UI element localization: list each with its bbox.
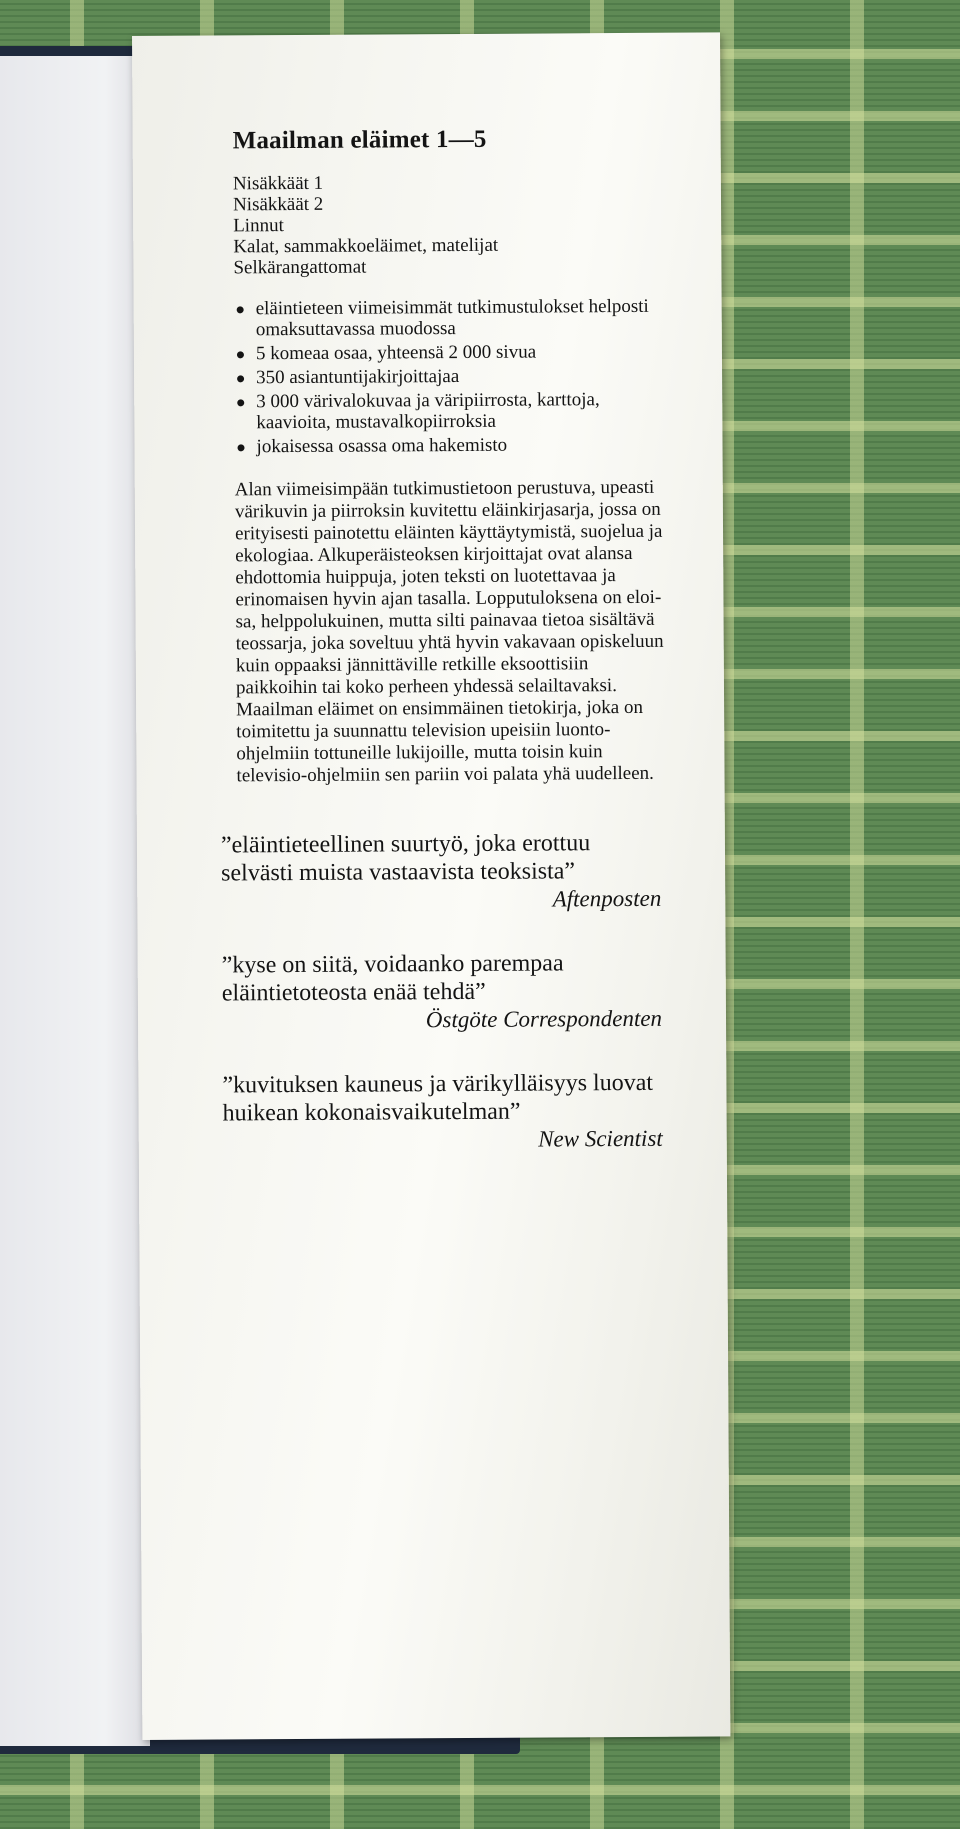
feature-bullet: 5 komeaa osaa, yhteensä 2 000 sivua [256,341,664,364]
feature-bullet-list [234,296,665,458]
feature-bullet: 3 000 värivalokuvaa ja väripiirrosta, karttoja, kaavioita, mustavalkopiirroksia [256,389,664,433]
quote-text: ”eläintieteellinen suurtyö, joka erottuu selvästi muista vastaavista teoksista” [220,830,591,887]
volume-item: Linnut [233,215,284,237]
quote-source: New Scientist [538,1125,663,1152]
volume-list [233,171,664,279]
volume-item: Nisäkkäät 1 [232,172,324,195]
quote-text: ”kuvituksen kauneus ja värikylläisyys luovat huikean kokonaisvaikutelman” [222,1069,654,1127]
volume-item: Nisäkkäät 2 [232,193,324,216]
description-paragraph: Alan viimeisimpään tutkimustietoon perustuva, upeasti värikuvin ja piirroksin kuvitettu eläinkirjasarja, jossa on erityisesti painotettu eläinten käyttäytymistä, suojelua ja ekologiaa. Alkuperäisteoksen kirjoittajat ovat alansa ehdottomia huippuja, joten teksti on luotettavaa ja erinomaisen hyvin ajan tasalla. Lopputuloksena on eloisa, helppolukuinen, mutta silti painavaa tietoa sisältävä teossarja, joka soveltuu yhtä hyvin vakavaan opiskeluun kuin oppaaksi jännittäville retkille eksoottisiin paikkoihin tai koko perheen yhdessä selailtavaksi. Maailman eläimet on ensimmäinen tietokirja, joka on toimitettu ja suunnattu television upeisiin luonto-ohjelmiin tottuneille lukijoille, mutta toisin kuin televisio-ohjelmiin sen pariin voi palata yhä uudelleen. [234,476,664,787]
dust-jacket-flap [132,32,730,1740]
quote-source: Aftenposten [552,885,662,912]
quote-source: Östgöte Correspondenten [425,1005,663,1033]
flap-content [220,125,669,1192]
series-title: Maailman eläimet 1—5 [232,125,487,155]
quote-text: ”kyse on siitä, voidaanko parempaa eläintietoteosta enää tehdä” [221,950,564,1007]
review-quote [222,1069,663,1156]
feature-bullet: 350 asiantuntijakirjoittajaa [256,365,664,388]
feature-bullet: jokaisessa osassa oma hakemisto [256,434,664,457]
book-endpaper [0,56,150,1746]
feature-bullet: eläintieteen viimeisimmät tutkimustulokset helposti omaksuttavassa muodossa [256,296,664,340]
review-quote [221,829,662,916]
review-quote [222,949,663,1036]
volume-item: Selkärangattomat [233,256,367,279]
volume-item: Kalat, sammakkoeläimet, matelijat [233,234,499,258]
